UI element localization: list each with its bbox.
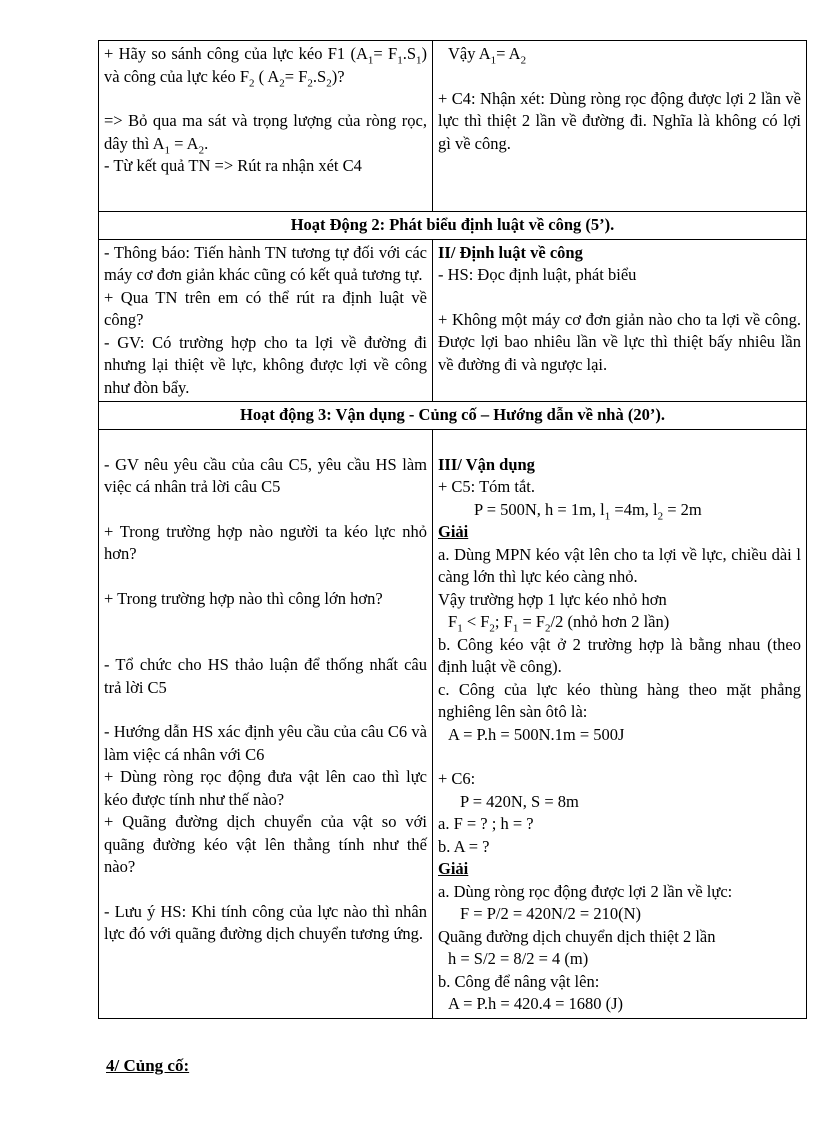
c6-data: P = 420N, S = 8m	[460, 791, 579, 811]
law-of-work: + Không một máy cơ đơn giản nào cho ta lợi về công. Được lợi bao nhiêu lần về lực thì thiệt bấy nhiêu lần về đường đi và ngược lại.	[438, 309, 801, 374]
c6-summary: + C6:	[438, 769, 476, 788]
teacher-activity-cell	[99, 239, 433, 402]
list-item: - HS: Đọc định luật, phát biểu	[438, 265, 637, 284]
work-equality: Vậy $A_1= A_2$	[448, 44, 527, 67]
lesson-page	[98, 40, 806, 1019]
solution-heading: Giải	[438, 859, 469, 878]
c4-answer: + C4: Nhận xét: Dùng ròng rọc động được lợi 2 lần về lực thì thiệt 2 lần về đường đi. Nghĩa là không có lợi gì về công.	[438, 88, 801, 153]
teacher-activity-cell	[99, 429, 433, 1018]
section-title: III/ Vận dụng	[438, 454, 535, 474]
list-item: + Trong trường hợp nào người ta kéo lực nhỏ hơn?	[104, 521, 427, 563]
section-title: II/ Định luật về công	[438, 242, 583, 262]
activity-3-heading: Hoạt động 3: Vận dụng - Củng cố – Hướng dẫn về nhà (20’).	[99, 402, 807, 430]
lesson-table	[98, 40, 807, 1019]
student-activity-cell	[433, 429, 807, 1018]
c5-data: P = 500N, h = 1m, $l_1 =4m$, $l_2 = 2m$	[474, 499, 702, 522]
table-row	[99, 41, 807, 212]
list-item: + Trong trường hợp nào thì công lớn hơn?	[104, 588, 383, 608]
list-item: - Hướng dẫn HS xác định yêu cầu của câu C6 và làm việc cá nhân với C6	[104, 722, 427, 764]
c5-summary: + C5: Tóm tắt.	[438, 477, 536, 496]
formula: F = P/2 = 420N/2 = 210(N)	[460, 904, 642, 923]
friction-note: => Bỏ qua ma sát và trọng lượng của ròng rọc, dây thì $A_1 = A_2$.	[104, 111, 427, 156]
list-item: Quãng đường dịch chuyển dịch thiệt 2 lần	[438, 926, 716, 946]
list-item: - Lưu ý HS: Khi tính công của lực nào thì nhân lực đó với quãng đường dịch chuyển tương ứng.	[104, 901, 427, 943]
list-item: + Dùng ròng rọc động đưa vật lên cao thì lực kéo được tính như thế nào?	[104, 767, 427, 809]
compare-work-question: + Hãy so sánh công của lực kéo F1 $(A_1= F_1.S_1)$ và công của lực kéo $F_2$ ( $A_2= F_2.S_2$)?	[104, 44, 428, 89]
list-item: Vậy trường hợp 1 lực kéo nhỏ hơn	[438, 589, 667, 609]
list-item: - Thông báo: Tiến hành TN tương tự đối với các máy cơ đơn giản khác cũng có kết quả tương tự.	[104, 242, 427, 284]
teacher-activity-cell	[99, 41, 433, 212]
list-item: - GV nêu yêu cầu của câu C5, yêu cầu HS làm việc cá nhân trả lời câu C5	[104, 454, 427, 496]
list-item: a. F = ? ; h = ?	[438, 814, 534, 833]
table-row	[99, 212, 807, 240]
list-item: b. Công để nâng vật lên:	[438, 971, 600, 991]
formula: A = P.h = 420.4 = 1680 (J)	[448, 994, 624, 1013]
force-comparison: $F_1 < F_2$; $F_1 = F_2/2$ (nhỏ hơn 2 lần)	[448, 612, 670, 635]
table-row	[99, 239, 807, 402]
table-row	[99, 402, 807, 430]
experiment-conclusion: - Từ kết quả TN => Rút ra nhận xét C4	[104, 156, 362, 175]
solution-heading: Giải	[438, 522, 469, 541]
list-item: - GV: Có trường hợp cho ta lợi về đường đi nhưng lại thiệt về lực, không được lợi về công như đòn bẩy.	[104, 332, 427, 397]
list-item: a. Dùng ròng rọc động được lợi 2 lần về lực:	[438, 881, 733, 901]
list-item: c. Công của lực kéo thùng hàng theo mặt phẳng nghiêng lên sàn ôtô là:	[438, 679, 801, 721]
student-activity-cell	[433, 239, 807, 402]
list-item: - Tổ chức cho HS thảo luận để thống nhất câu trả lời C5	[104, 655, 427, 697]
table-row	[99, 429, 807, 1018]
activity-2-heading: Hoạt Động 2: Phát biểu định luật về công (5’).	[99, 212, 807, 240]
list-item: b. Công kéo vật ở 2 trường hợp là bằng nhau (theo định luật về công).	[438, 634, 801, 676]
formula: h = S/2 = 8/2 = 4 (m)	[448, 949, 589, 968]
consolidation-heading: 4/ Củng cố:	[106, 1056, 190, 1075]
list-item: + Quãng đường dịch chuyển của vật so với quãng đường kéo vật lên thẳng tính như thế nào?	[104, 812, 427, 876]
list-item: b. A = ?	[438, 836, 490, 856]
list-item: a. Dùng MPN kéo vật lên cho ta lợi về lực, chiều dài l càng lớn thì lực kéo càng nhỏ.	[438, 544, 801, 586]
list-item: + Qua TN trên em có thể rút ra định luật về công?	[104, 287, 427, 329]
student-activity-cell	[433, 41, 807, 212]
formula: A = P.h = 500N.1m = 500J	[448, 724, 625, 744]
